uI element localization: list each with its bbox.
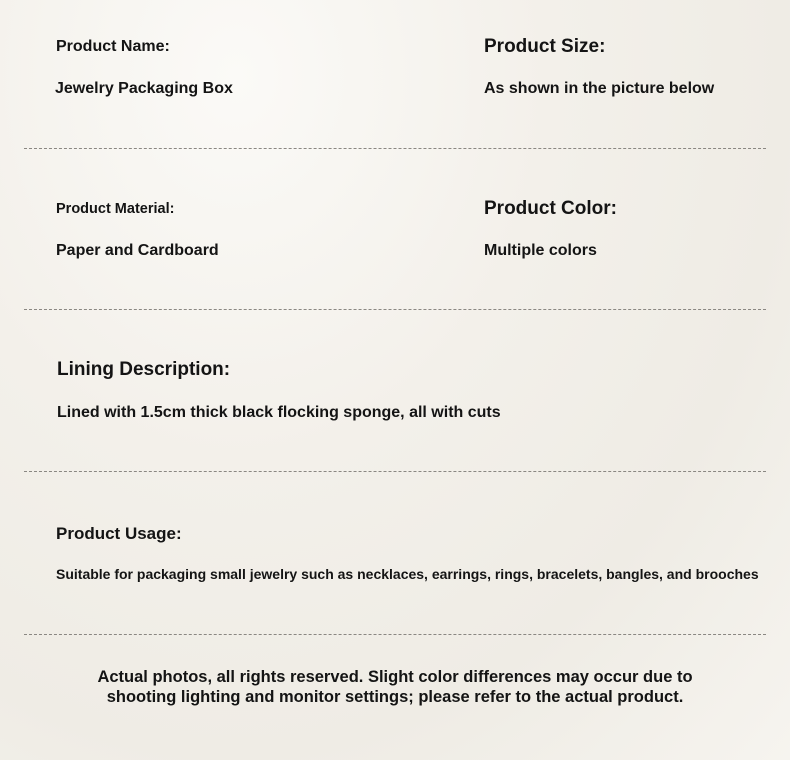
section-divider [24, 309, 766, 310]
lining-description-value: Lined with 1.5cm thick black flocking sponge, all with cuts [57, 404, 501, 421]
product-material-value: Paper and Cardboard [56, 242, 219, 259]
product-size-value: As shown in the picture below [484, 80, 715, 97]
product-material-label: Product Material: [56, 201, 175, 217]
product-name-label: Product Name: [56, 38, 170, 55]
product-usage-label: Product Usage: [56, 524, 182, 543]
product-size-label: Product Size: [484, 36, 606, 57]
product-color-value: Multiple colors [484, 242, 597, 259]
product-name-value: Jewelry Packaging Box [55, 80, 233, 97]
lining-description-label: Lining Description: [57, 359, 231, 380]
section-divider [24, 471, 766, 472]
product-color-label: Product Color: [484, 198, 617, 219]
product-usage-value: Suitable for packaging small jewelry such as necklaces, earrings, rings, bracelets, bangles, and brooches [56, 566, 759, 582]
disclaimer-notice: Actual photos, all rights reserved. Slight color differences may occur due to shooting lighting and monitor settings; please refer to the actual product. [97, 668, 693, 706]
section-divider [24, 148, 766, 149]
section-divider [24, 634, 766, 635]
